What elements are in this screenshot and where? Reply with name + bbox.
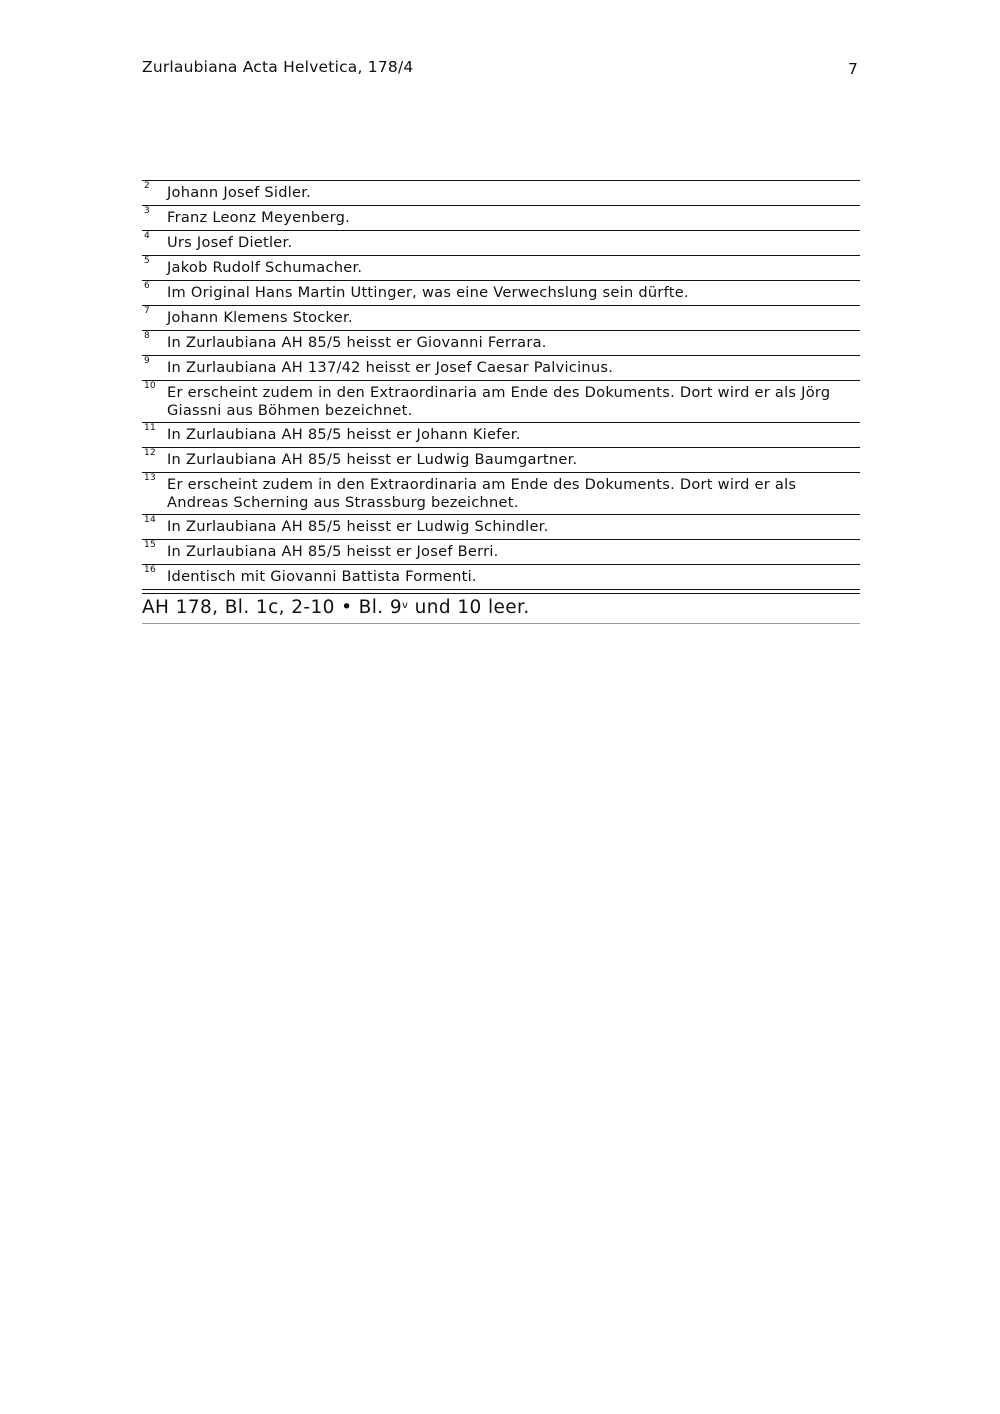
footnote-text: In Zurlaubiana AH 137/42 heisst er Josef Caesar Palvicinus.: [167, 359, 614, 376]
footnote: [142, 231, 860, 256]
footnote-text: Er erscheint zudem in den Extraordinaria am Ende des Dokuments. Dort wird er als Jörg Giassni aus Böhmen bezeichnet.: [167, 384, 831, 419]
footnote-text: Jakob Rudolf Schumacher.: [167, 259, 363, 276]
page-number: 7: [847, 60, 858, 78]
footnote: [142, 423, 860, 448]
footnote: [142, 540, 860, 565]
footnote-number: 9: [144, 356, 150, 366]
footnote-number: 4: [144, 231, 150, 241]
source-reference-main: AH 178, Bl. 1c, 2-10 • Bl. 9: [142, 597, 403, 618]
footnote-text: In Zurlaubiana AH 85/5 heisst er Josef Berri.: [167, 543, 499, 560]
footnote-number: 3: [144, 206, 150, 216]
footnote-number: 13: [144, 473, 156, 483]
source-reference-tail: und 10 leer.: [408, 597, 530, 618]
footnote-number: 10: [144, 381, 156, 391]
footnote: [142, 448, 860, 473]
footnote: [142, 206, 860, 231]
footnote-text: In Zurlaubiana AH 85/5 heisst er Johann Kiefer.: [167, 426, 521, 443]
footnote: [142, 515, 860, 540]
footnote-text: Johann Josef Sidler.: [167, 184, 312, 201]
source-reference-superscript: v: [402, 600, 409, 611]
footnote: [142, 331, 860, 356]
footnote-text: In Zurlaubiana AH 85/5 heisst er Ludwig Baumgartner.: [167, 451, 578, 468]
footnote-number: 11: [144, 423, 156, 433]
footnote-text: Johann Klemens Stocker.: [167, 309, 353, 326]
footnote-number: 14: [144, 515, 156, 525]
footnote: [142, 565, 860, 590]
footnote: [142, 256, 860, 281]
footnote: [142, 473, 860, 515]
footnote-number: 5: [144, 256, 150, 266]
footnote-text: Urs Josef Dietler.: [167, 234, 293, 251]
footnote-number: 12: [144, 448, 156, 458]
footnote-number: 16: [144, 565, 156, 575]
footnote-text: Identisch mit Giovanni Battista Formenti.: [167, 568, 477, 585]
footnote-number: 6: [144, 281, 150, 291]
footnote-number: 15: [144, 540, 156, 550]
footnote-number: 7: [144, 306, 150, 316]
footnote-text: In Zurlaubiana AH 85/5 heisst er Giovanni Ferrara.: [167, 334, 547, 351]
footnote: [142, 306, 860, 331]
running-title: Zurlaubiana Acta Helvetica, 178/4: [142, 58, 414, 76]
footnote-text: Im Original Hans Martin Uttinger, was eine Verwechslung sein dürfte.: [167, 284, 689, 301]
footnote: [142, 281, 860, 306]
footnote: [142, 356, 860, 381]
footnote-text: Franz Leonz Meyenberg.: [167, 209, 350, 226]
source-reference: [142, 593, 860, 624]
page-header: [142, 58, 858, 82]
footnote: [142, 181, 860, 206]
footnote-text: Er erscheint zudem in den Extraordinaria am Ende des Dokuments. Dort wird er als Andreas Scherning aus Strassburg bezeichnet.: [167, 476, 797, 511]
footnotes-list: [142, 180, 860, 624]
footnote: [142, 381, 860, 423]
footnote-text: In Zurlaubiana AH 85/5 heisst er Ludwig Schindler.: [167, 518, 549, 535]
footnote-number: 8: [144, 331, 150, 341]
footnote-number: 2: [144, 181, 150, 191]
